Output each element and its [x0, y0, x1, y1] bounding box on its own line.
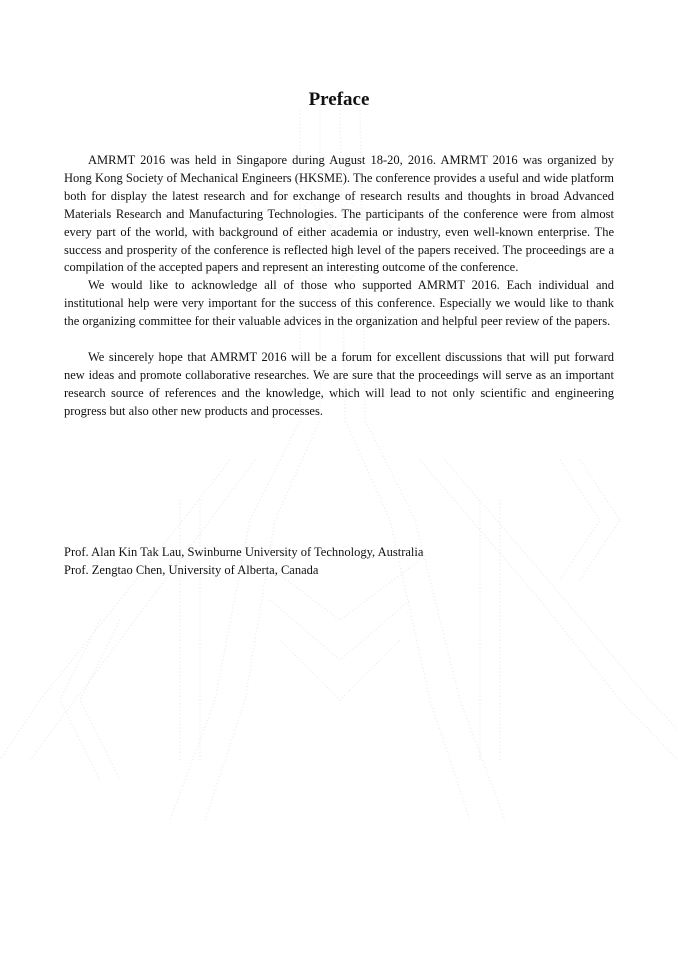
paragraph-closing: We sincerely hope that AMRMT 2016 will be a forum for excellent discussions that will put forward new ideas and promote collaborative researches. We are sure that the proceedings will serve as an important research source of references and the knowledge, which will lead to not only scientific and engineering progress but also other new products and processes.	[64, 349, 614, 418]
preface-body	[64, 152, 614, 421]
paragraph-intro: AMRMT 2016 was held in Singapore during August 18-20, 2016. AMRMT 2016 was organized by Hong Kong Society of Mechanical Engineers (HKSME). The conference provides a useful and wide platform both for display the latest research and for exchange of research results and thoughts in broad Advanced Materials Research and Manufacturing Technologies. The participants of the conference were from almost every part of the world, with background of either academia or industry, even well-known enterprise. The success and prosperity of the conference is reflected high level of the papers received. The proceedings are a compilation of the accepted papers and represent an interesting outcome of the conference.	[64, 153, 614, 275]
paragraph-acknowledgement: We would like to acknowledge all of those who supported AMRMT 2016. Each individual and institutional help were very important for the success of this conference. Especially we would like to thank the organizing committee for their valuable advices in the organization and helpful peer review of the papers.	[64, 278, 614, 329]
signature-block	[64, 543, 624, 579]
signature-line-1: Prof. Alan Kin Tak Lau, Swinburne University of Technology, Australia	[64, 545, 424, 559]
signature-line-2: Prof. Zengtao Chen, University of Alberta, Canada	[64, 563, 319, 577]
page-title: Preface	[308, 89, 370, 110]
